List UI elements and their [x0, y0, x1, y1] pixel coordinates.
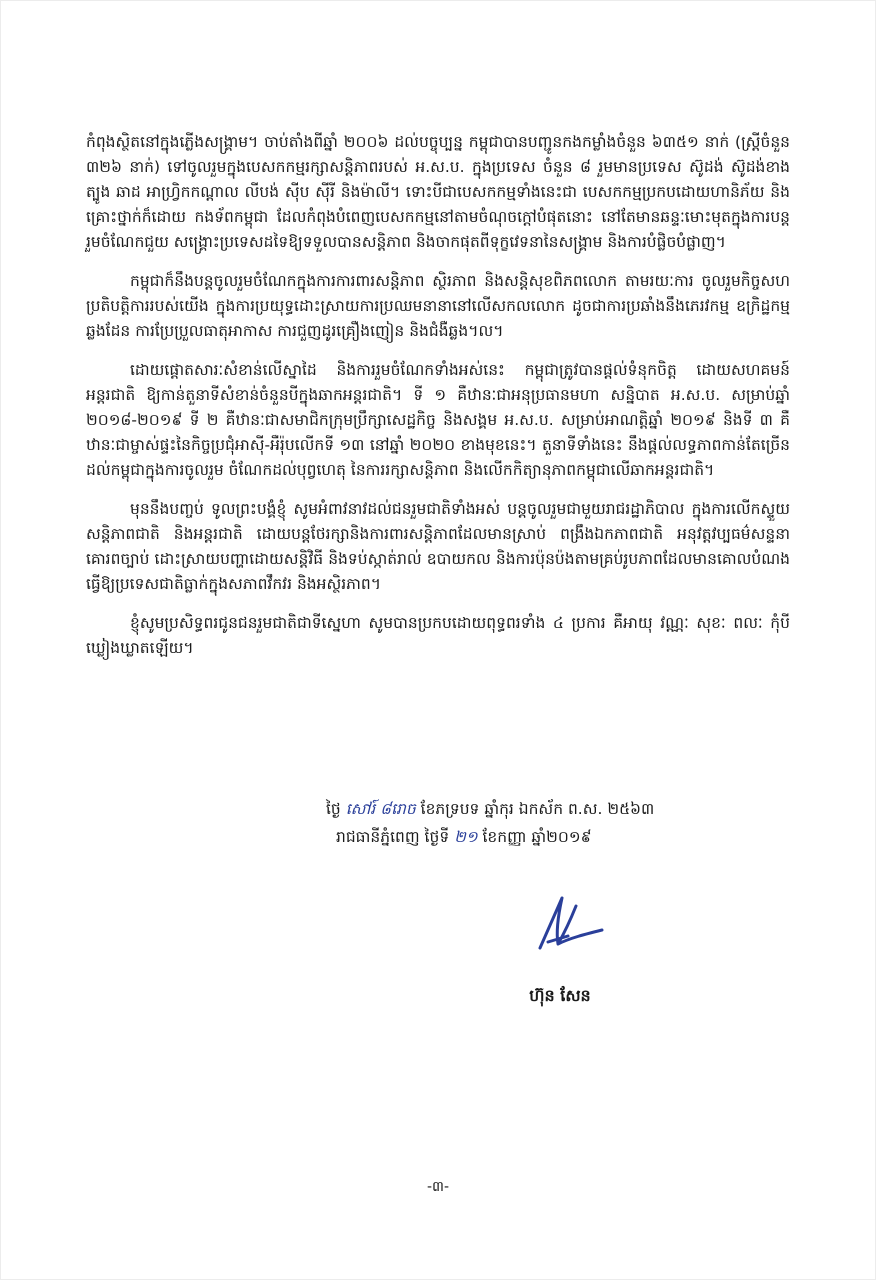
page-number: -៣- — [426, 1179, 450, 1195]
lunar-date-line — [326, 795, 786, 823]
paragraph-5: ខ្ញុំសូមប្រសិទ្ធពរជូនជនរួមជាតិជាទីស្នេហា សូមបានប្រកបដោយពុទ្ធពរទាំង ៤ ប្រការ គឺអាយុ វណ្ណៈ សុខៈ ពលៈ កុំបីឃ្លៀងឃ្លាតឡើយ។ — [86, 614, 790, 657]
paragraph-1: កំពុងស្ថិតនៅក្នុងភ្លើងសង្គ្រាម។ ចាប់តាំងពីឆ្នាំ ២០០៦ ដល់បច្ចុប្បន្ន កម្ពុជាបានបញ្ជូនកងកម្លាំងចំនួន ៦៣៥១ នាក់ (ស្ត្រីចំនួន ៣២៦ នាក់) ទៅចូលរួមក្នុងបេសកកម្មរក្សាសន្តិភាពរបស់ អ.ស.ប. ក្នុងប្រទេស ចំនួន ៨ រួមមានប្រទេស ស៊ូដង់ ស៊ូដង់ខាងត្បូង ឆាដ អាហ្វ្រិកកណ្តាល លីបង់ ស៊ីប ស៊ីរី និងម៉ាលី។ ទោះបីជាបេសកកម្មទាំងនេះជា បេសកកម្មប្រកបដោយហានិភ័យ និងគ្រោះថ្នាក់ក៏ដោយ កងទ័ពកម្ពុជា ដែលកំពុងបំពេញបេសកកម្មនៅតាមចំណុចក្តៅបំផុតនោះ នៅតែមានឆន្ទៈមោះមុតក្នុងការបន្តរួមចំណែកជួយ សង្គ្រោះប្រទេសដទៃឱ្យទទួលបានសន្តិភាព និងចាកផុតពីទុក្ខវេទនានៃសង្គ្រាម និងការបំផ្លិចបំផ្លាញ។ — [86, 133, 790, 251]
solar-date-prefix: រាជធានីភ្នំពេញ ថ្ងៃទី — [336, 828, 450, 846]
signer-name: ហ៊ុន សែន — [529, 986, 591, 1005]
date-block — [326, 795, 786, 851]
paragraph-3: ដោយផ្តោតសារៈសំខាន់លើស្នាដៃ និងការរួមចំណែកទាំងអស់នេះ កម្ពុជាត្រូវបានផ្តល់ទំនុកចិត្ត ដោយសហគមន៍អន្តរជាតិ ឱ្យកាន់តួនាទីសំខាន់ចំនួនបីក្នុងឆាកអន្តរជាតិ។ ទី ១ គឺឋានៈជាអនុប្រធានមហា សន្និបាត អ.ស.ប. សម្រាប់ឆ្នាំ ២០១៨-២០១៩ ទី ២ គឺឋានៈជាសមាជិកក្រុមប្រឹក្សាសេដ្ឋកិច្ច និងសង្គម អ.ស.ប. សម្រាប់អាណត្តិឆ្នាំ ២០១៩ និងទី ៣ គឺឋានៈជាម្ចាស់ផ្ទះនៃកិច្ចប្រជុំអាស៊ី-អឺរ៉ុបលើកទី ១៣ នៅឆ្នាំ ២០២០ ខាងមុខនេះ។ តួនាទីទាំងនេះ នឹងផ្តល់លទ្ធភាពកាន់តែច្រើនដល់កម្ពុជាក្នុងការចូលរួម ចំណែកដល់បុព្វហេតុ នៃការរក្សាសន្តិភាព និងលើកកិត្យានុភាពកម្ពុជាលើឆាកអន្តរជាតិ។ — [86, 361, 790, 479]
lunar-date-suffix: ខែភទ្របទ ឆ្នាំកុរ ឯកស័ក ព.ស. ២៥៦៣ — [420, 800, 655, 818]
lunar-date-handwritten: សៅរ៍ ៨រោច — [345, 800, 416, 818]
body-text — [86, 130, 790, 675]
solar-date-handwritten: ២១ — [454, 828, 478, 846]
lunar-date-prefix: ថ្ងៃ — [326, 800, 341, 818]
solar-date-line — [326, 823, 786, 851]
signature-icon — [528, 890, 608, 960]
paragraph-4: មុននឹងបញ្ចប់ ទូលព្រះបង្គំខ្ញុំ សូមអំពាវនាវដល់ជនរួមជាតិទាំងអស់ បន្តចូលរួមជាមួយរាជរដ្ឋាភិបាល ក្នុងការលើកស្ទួយសន្តិភាពជាតិ និងអន្តរជាតិ ដោយបន្តថែរក្សានិងការពារសន្តិភាពដែលមានស្រាប់ ពង្រឹងឯកភាពជាតិ អនុវត្តវប្បធម៌សន្ទនា គោរពច្បាប់ ដោះស្រាយបញ្ហាដោយសន្តិវិធី និងទប់ស្កាត់រាល់ ឧបាយកល និងការប៉ុនប៉ងតាមគ្រប់រូបភាពដែលមានគោលបំណងធ្វើឱ្យប្រទេសជាតិធ្លាក់ក្នុងសភាពវឹកវរ និងអស្ថិរភាព។ — [86, 500, 790, 593]
paragraph-2: កម្ពុជាក៏នឹងបន្តចូលរួមចំណែកក្នុងការការពារសន្តិភាព ស្ថិរភាព និងសន្តិសុខពិភពលោក តាមរយៈការ ចូលរួមកិច្ចសហប្រតិបត្តិការរបស់យើង ក្នុងការប្រយុទ្ធដោះស្រាយការប្រឈមនានានៅលើសកលលោក ដូចជាការប្រឆាំងនឹងភេរវកម្ម ឧក្រិដ្ឋកម្មឆ្លងដែន ការប្រែប្រួលធាតុអាកាស ការជួញដូរគ្រឿងញៀន និងជំងឺឆ្លង។ល។ — [86, 272, 790, 340]
solar-date-suffix: ខែកញ្ញា ឆ្នាំ២០១៩ — [482, 828, 592, 846]
